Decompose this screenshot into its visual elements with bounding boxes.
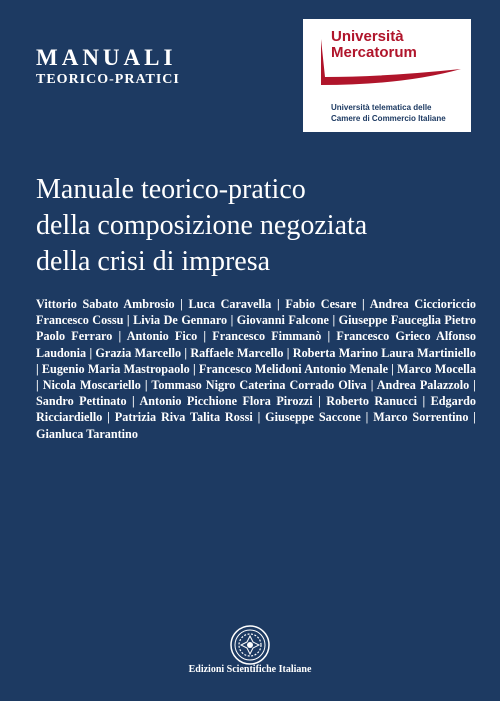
university-name-line2: Mercatorum: [331, 44, 417, 61]
publisher-seal-icon: [229, 624, 271, 666]
series-title: MANUALI: [36, 45, 177, 70]
book-title-line3: della crisi di impresa: [36, 246, 271, 277]
author-list: Vittorio Sabato Ambrosio | Luca Caravella | Fabio Cesare | Andrea Ciccioriccio Francesco Cossu | Livia De Gennaro | Giovanni Falcone | Giuseppe Fauceglia Pietro Paolo Ferraro | Antonio Fico | Francesco Fimmanò | Francesco Grieco Alfonso Laudonia | Grazia Marcello | Raffaele Marcello | Roberta Marino Laura Martiniello | Eugenio Maria Mastropaolo | Francesco Melidoni Antonio Menale | Marco Mocella | Nicola Moscariello | Tommaso Nigro Caterina Corrado Oliva | Andrea Palazzolo | Sandro Pettinato | Antonio Picchione Flora Pirozzi | Roberto Ranucci | Edgardo Ricciardiello | Patrizia Riva Talita Rossi | Giuseppe Saccone | Marco Sorrentino | Gianluca Tarantino: [36, 297, 476, 441]
university-logo: [303, 19, 471, 132]
university-tagline-line2: Camere di Commercio Italiane: [331, 114, 446, 123]
university-tagline-line1: Università telematica delle: [331, 103, 432, 112]
book-title-line1: Manuale teorico-pratico: [36, 174, 306, 205]
university-name-line1: Università: [331, 28, 404, 45]
series-subtitle: TEORICO-PRATICI: [36, 72, 180, 87]
university-tagline: [331, 102, 446, 124]
book-title-line2: della composizione negoziata: [36, 210, 368, 241]
book-title: [36, 172, 476, 280]
university-name: [331, 29, 417, 61]
publisher-name: Edizioni Scientifiche Italiane: [188, 664, 312, 675]
series-label: [36, 46, 180, 88]
